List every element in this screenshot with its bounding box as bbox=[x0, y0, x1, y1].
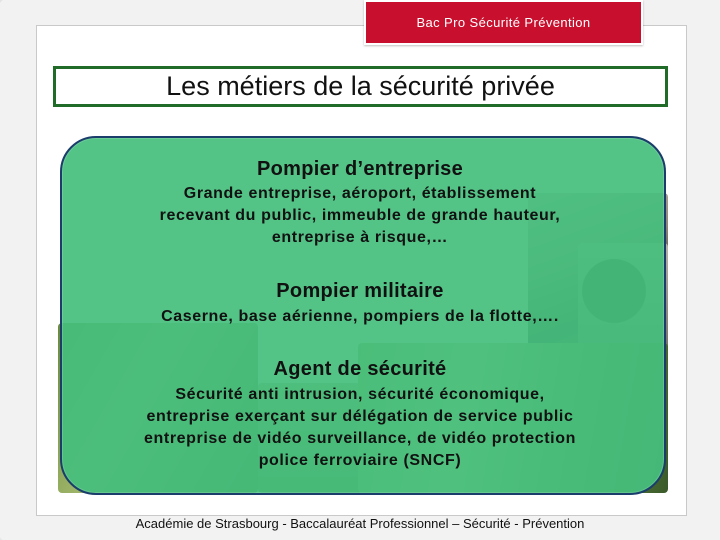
role-description-line: entreprise à risque,… bbox=[271, 229, 449, 246]
role-heading-pompier-entreprise: Pompier d’entreprise bbox=[256, 158, 464, 180]
role-description-line: Sécurité anti intrusion, sécurité économique, bbox=[175, 386, 545, 403]
role-description-line: police ferroviaire (SNCF) bbox=[258, 452, 462, 469]
role-description-line: Grande entreprise, aéroport, établissement bbox=[183, 185, 537, 202]
role-heading-agent-securite: Agent de sécurité bbox=[273, 358, 447, 380]
role-description-line: entreprise de vidéo surveillance, de vidéo protection bbox=[144, 430, 576, 447]
role-description-line: recevant du public, immeuble de grande hauteur, bbox=[159, 207, 561, 224]
role-description-line: entreprise exerçant sur délégation de service public bbox=[146, 408, 574, 425]
role-heading-pompier-militaire: Pompier militaire bbox=[276, 280, 444, 302]
header-tag: Bac Pro Sécurité Prévention bbox=[364, 0, 643, 45]
footer-text: Académie de Strasbourg - Baccalauréat Professionnel – Sécurité - Prévention bbox=[135, 516, 585, 531]
role-description-line: Caserne, base aérienne, pompiers de la flotte,…. bbox=[161, 308, 559, 325]
slide-title: Les métiers de la sécurité privée bbox=[53, 66, 668, 107]
